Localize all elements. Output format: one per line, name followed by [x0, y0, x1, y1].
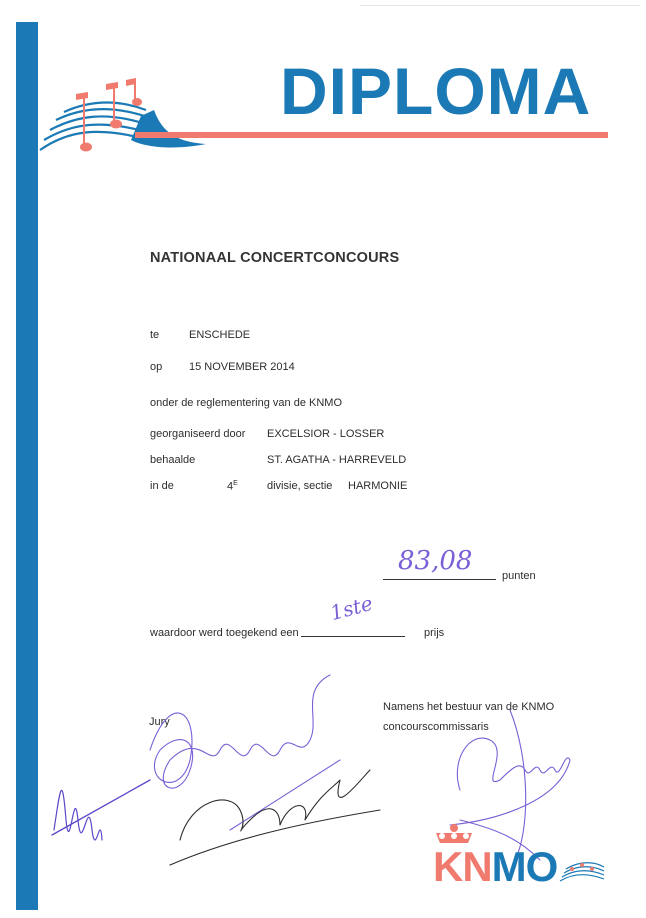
- board-line-2: concourscommissaris: [383, 721, 489, 733]
- competition-heading: NATIONAAL CONCERTCONCOURS: [150, 250, 400, 266]
- jury-signature-1: [54, 790, 102, 840]
- organizer-label: georganiseerd door: [150, 428, 246, 440]
- jury-signature-3: [180, 770, 370, 840]
- left-blue-bar: [16, 22, 38, 910]
- regulation-text: onder de reglementering van de KNMO: [150, 397, 342, 409]
- prize-underline: [301, 636, 405, 637]
- section-value: HARMONIE: [348, 480, 408, 492]
- date-value: 15 NOVEMBER 2014: [189, 361, 295, 373]
- division-number-value: 4: [227, 480, 234, 493]
- crown-icon: [434, 823, 474, 845]
- jury-label: Jury: [149, 716, 170, 728]
- music-staff-logo-icon: [36, 72, 216, 162]
- scan-edge-line: [360, 5, 640, 6]
- prize-handwritten: 1ste: [327, 590, 376, 626]
- board-line-1: Namens het bestuur van de KNMO: [383, 701, 555, 713]
- division-suffix: E: [233, 480, 238, 487]
- score-underline: [383, 579, 496, 580]
- prize-label: waardoor werd toegekend een: [150, 627, 299, 639]
- organizer-value: EXCELSIOR - LOSSER: [267, 428, 385, 440]
- location-value: ENSCHEDE: [189, 329, 251, 341]
- diploma-title: DIPLOMA: [280, 54, 592, 128]
- knmo-music-staff-icon: [558, 855, 608, 885]
- date-label: op: [150, 361, 163, 373]
- achieved-label: behaalde: [150, 454, 196, 466]
- knmo-logo-kn: KN: [433, 843, 492, 890]
- prize-suffix: prijs: [424, 627, 445, 639]
- achieved-value: ST. AGATHA - HARREVELD: [267, 454, 407, 466]
- division-text: divisie, sectie: [267, 480, 333, 492]
- location-label: te: [150, 329, 160, 341]
- jury-signature-2: [150, 675, 330, 788]
- score-handwritten: 83,08: [398, 546, 473, 576]
- knmo-logo: [433, 843, 558, 890]
- title-underline: [135, 132, 608, 138]
- signatures-drawing: [40, 670, 640, 870]
- division-number: [227, 480, 238, 493]
- score-label: punten: [502, 570, 536, 582]
- knmo-logo-mo: MO: [491, 843, 558, 890]
- division-label: in de: [150, 480, 174, 492]
